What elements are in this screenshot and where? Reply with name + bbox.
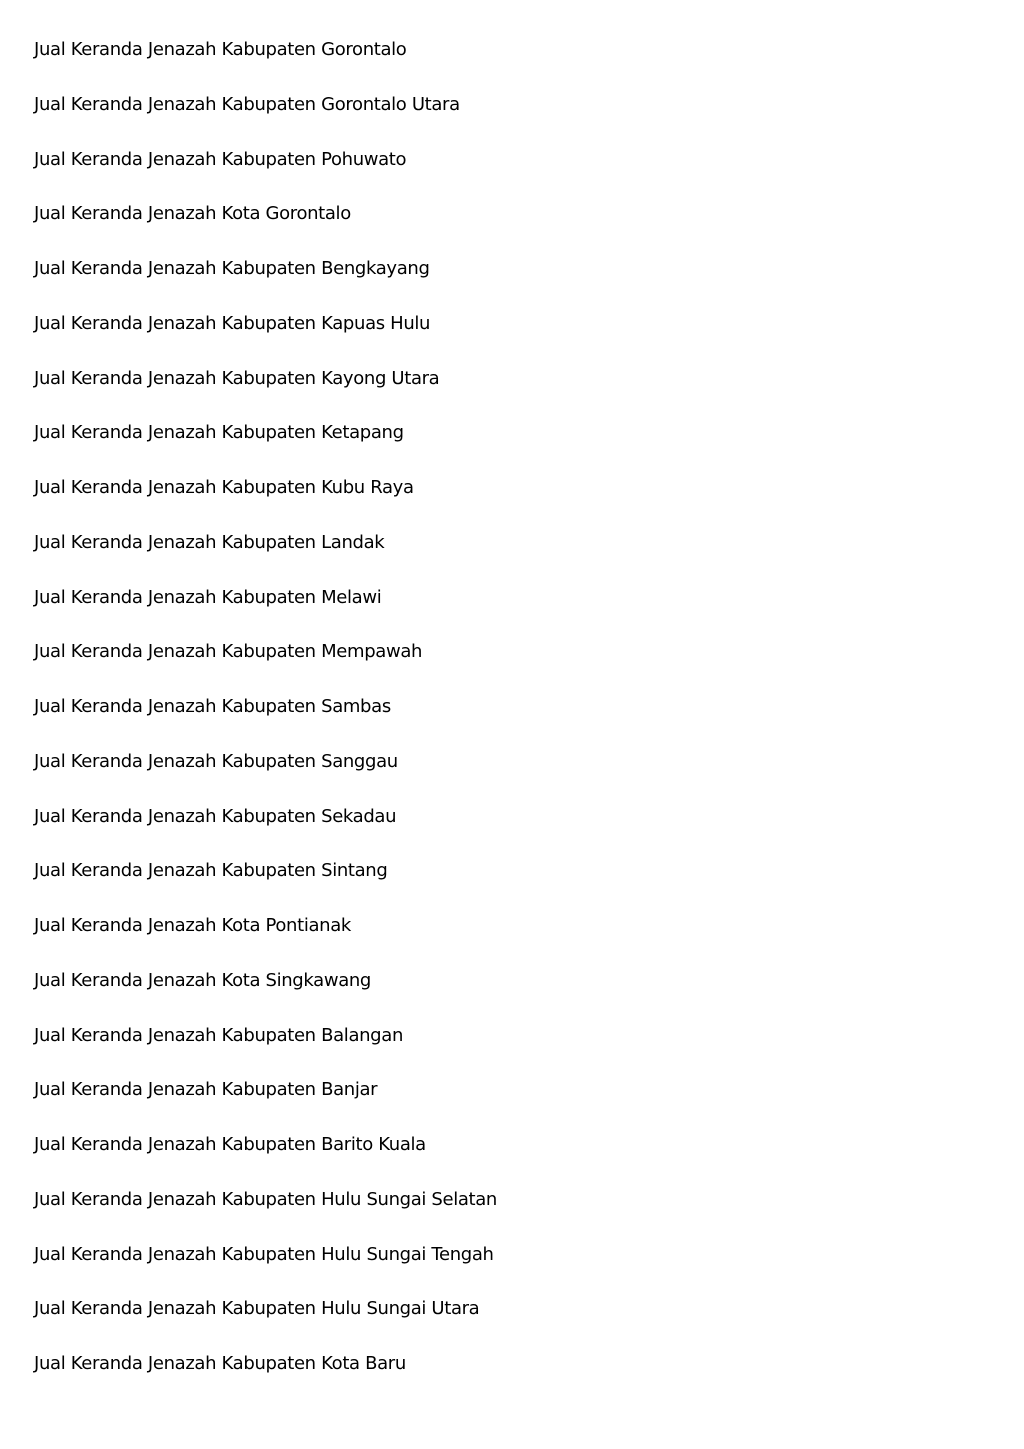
list-item[interactable]: Jual Keranda Jenazah Kabupaten Sintang — [34, 860, 388, 882]
list-item[interactable]: Jual Keranda Jenazah Kabupaten Banjar — [34, 1079, 378, 1101]
list-item[interactable]: Jual Keranda Jenazah Kabupaten Sanggau — [34, 750, 398, 772]
list-item[interactable]: Jual Keranda Jenazah Kabupaten Hulu Sungai Tengah — [34, 1243, 494, 1265]
list-item[interactable]: Jual Keranda Jenazah Kabupaten Balangan — [34, 1024, 403, 1046]
list-item[interactable]: Jual Keranda Jenazah Kabupaten Hulu Sungai Selatan — [34, 1188, 497, 1210]
list-item[interactable]: Jual Keranda Jenazah Kabupaten Hulu Sungai Utara — [34, 1298, 480, 1320]
list-item[interactable]: Jual Keranda Jenazah Kabupaten Ketapang — [34, 422, 404, 444]
list-item[interactable]: Jual Keranda Jenazah Kabupaten Sekadau — [34, 805, 397, 827]
list-item[interactable]: Jual Keranda Jenazah Kabupaten Sambas — [34, 696, 391, 717]
list-item[interactable]: Jual Keranda Jenazah Kabupaten Kapuas Hulu — [34, 312, 431, 334]
list-item[interactable]: Jual Keranda Jenazah Kota Gorontalo — [34, 203, 351, 225]
list-item[interactable]: Jual Keranda Jenazah Kabupaten Gorontalo — [34, 39, 407, 60]
list-item[interactable]: Jual Keranda Jenazah Kabupaten Kota Baru — [34, 1353, 406, 1374]
list-item[interactable]: Jual Keranda Jenazah Kota Singkawang — [34, 969, 372, 991]
product-link-list — [34, 36, 497, 1405]
list-item[interactable]: Jual Keranda Jenazah Kota Pontianak — [34, 915, 351, 936]
list-item[interactable]: Jual Keranda Jenazah Kabupaten Kayong Utara — [34, 367, 440, 389]
list-item[interactable]: Jual Keranda Jenazah Kabupaten Kubu Raya — [34, 477, 414, 498]
list-item[interactable]: Jual Keranda Jenazah Kabupaten Barito Kuala — [34, 1134, 426, 1155]
list-item[interactable]: Jual Keranda Jenazah Kabupaten Melawi — [34, 586, 382, 608]
list-item[interactable]: Jual Keranda Jenazah Kabupaten Bengkayang — [34, 258, 430, 279]
list-item[interactable]: Jual Keranda Jenazah Kabupaten Landak — [34, 531, 385, 553]
list-item[interactable]: Jual Keranda Jenazah Kabupaten Mempawah — [34, 641, 423, 663]
list-item[interactable]: Jual Keranda Jenazah Kabupaten Gorontalo Utara — [34, 93, 460, 115]
list-item[interactable]: Jual Keranda Jenazah Kabupaten Pohuwato — [34, 148, 407, 170]
